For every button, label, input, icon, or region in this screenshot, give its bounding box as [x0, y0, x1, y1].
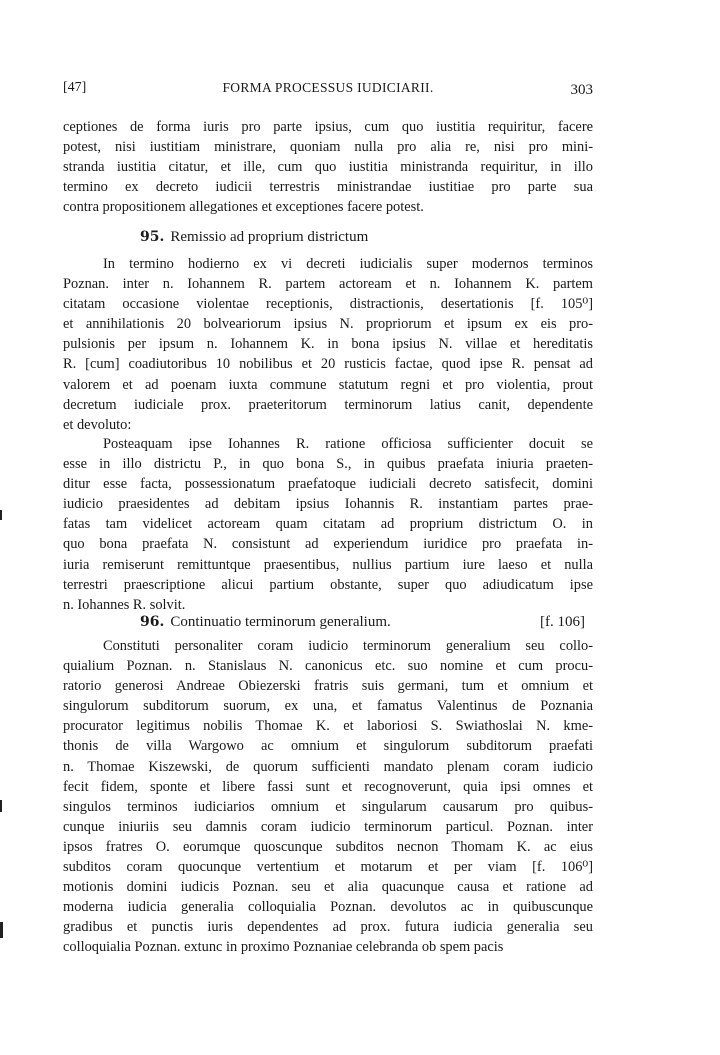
- section-heading-95: [140, 229, 368, 246]
- paragraph-96: [63, 636, 593, 958]
- text-line: stranda iustitia citatur, et ille, cum quo iustitia ministranda requiritur, in illo: [63, 159, 593, 176]
- section-marker: [47]: [63, 80, 87, 95]
- text-line: potest, nisi iustitiam ministrare, quoniam nulla pro alia re, nisi pro mini-: [63, 139, 593, 156]
- margin-mark: [0, 800, 2, 812]
- margin-mark: [0, 922, 3, 938]
- text-line: fecit fidem, sponte et libere fassi sunt et recognoverunt, quia ipsi omnes et: [63, 778, 593, 795]
- page-number: 303: [570, 82, 593, 98]
- text-line: Posteaquam ipse Iohannes R. ratione officiosa sufficienter docuit se: [103, 436, 593, 452]
- text-line: terrestri praescriptione alicui partium obstante, super quo adiudicatum ipse: [63, 576, 593, 593]
- section-number: 96.: [140, 614, 165, 630]
- text-line: Poznan. inter n. Iohannem R. partem actoream et n. Iohannem K. partem: [63, 276, 593, 293]
- text-line: subditos coram quocunque vertentium et motarum et per viam [f. 106⁰]: [63, 859, 593, 876]
- text-line: decretum iudiciale prox. praeteritorum terminorum latius canit, dependente: [63, 396, 593, 413]
- text-line: procurator legitimus nobilis Thomae K. et laboriosi S. Swiathoslai N. kme-: [63, 718, 593, 735]
- text-line: n. Thomae Kiszewski, de quorum sufficienti mandato plenam coram iudicio: [63, 758, 593, 775]
- text-line: gradibus et punctis iuris dependentes ad prox. futura iudicia generalia seu: [63, 919, 593, 936]
- text-line: motionis domini iudicis Poznan. seu et alia quacunque causa et ratione ad: [63, 879, 593, 896]
- text-line: iudicio praesidentes ad debitam ipsius Iohannis R. instantiam partes prae-: [63, 496, 593, 513]
- text-line: iuria remiserunt remittuntque praesentibus, nullius partium iure laeso et nulla: [63, 556, 593, 573]
- text-line: pulsionis per ipsum n. Iohannem K. in bona ipsius N. villae et hereditatis: [63, 336, 593, 353]
- text-line: singulorum subditorum suorum, ex una, et famatus Valentinus de Poznania: [63, 698, 593, 715]
- section-heading-96: [140, 614, 585, 631]
- text-line: contra propositionem allegationes et exceptiones facere potest.: [63, 199, 424, 216]
- text-line: termino ex decreto iudicii terrestris ministrandae iustitiae pro parte sua: [63, 179, 593, 196]
- text-line: valorem et ad poenam iuxta commune statutum regni et pro violentia, prout: [63, 376, 593, 393]
- paragraph-95-decision: [63, 434, 593, 615]
- text-line: fatas tam videlicet actoream quam citatam ad proprium districtum O. in: [63, 516, 593, 533]
- folio-reference: [f. 106]: [540, 614, 585, 630]
- text-line: esse in illo districtu P., in quo bona S., in quibus praefata iniuria praeten-: [63, 456, 593, 473]
- page-title: FORMA PROCESSUS IUDICIARII.: [222, 80, 434, 95]
- text-line: cunque iniuriis seu damnis coram iudicio terminorum particul. Poznan. inter: [63, 818, 593, 835]
- text-line: quo bona praefata N. consistunt ad experiendum iuridice pro praefata in-: [63, 536, 593, 553]
- text-line: moderna iudicia generalia colloquialia Poznan. devolutos ac in quibuscunque: [63, 899, 593, 916]
- margin-mark: [0, 510, 2, 520]
- text-line: ipsos fratres O. eorumque quoscunque subditos necnon Thomam K. ac eius: [63, 838, 593, 855]
- text-line: citatam occasione violentae receptionis, distractionis, desertationis [f. 105⁰]: [63, 296, 593, 313]
- section-number: 95.: [140, 229, 165, 245]
- text-line: et devoluto:: [63, 416, 132, 433]
- running-header: [63, 80, 593, 102]
- section-title: Continuatio terminorum generalium.: [170, 614, 391, 630]
- text-line: Constituti personaliter coram iudicio terminorum generalium seu collo-: [103, 638, 593, 654]
- paragraph-95-intro: [63, 254, 593, 435]
- text-line: thonis de villa Wargowo ac omnium et singulorum subditorum praefati: [63, 738, 593, 755]
- text-line: colloquialia Poznan. extunc in proximo Poznaniae celebranda ob spem pacis: [63, 939, 504, 956]
- text-line: R. [cum] coadiutoribus 10 nobilibus et 20 rusticis factae, quod ipse R. pensat ad: [63, 356, 593, 373]
- text-line: n. Iohannes R. solvit.: [63, 596, 186, 613]
- text-line: ceptiones de forma iuris pro parte ipsius, cum quo iustitia requiritur, facere: [63, 119, 593, 135]
- section-title: Remissio ad proprium districtum: [170, 229, 369, 245]
- paragraph-continuation: [63, 117, 593, 217]
- text-line: In termino hodierno ex vi decreti iudicialis super modernos terminos: [103, 256, 593, 272]
- text-line: singulos terminos iudiciarios omnium et singularum causarum pro quibus-: [63, 798, 593, 815]
- text-line: ratorio generosi Andreae Obiezerski fratris suis germani, tum et omnium et: [63, 678, 593, 695]
- text-line: et annihilationis 20 bolveariorum ipsius N. propriorum et ipsum ex eis pro-: [63, 316, 593, 333]
- text-line: ditur esse facta, possessionatum praefatoque iudiciali decreto satisfecit, domini: [63, 476, 593, 493]
- text-line: quialium Poznan. n. Stanislaus N. canonicus etc. suo nomine et cum procu-: [63, 658, 593, 675]
